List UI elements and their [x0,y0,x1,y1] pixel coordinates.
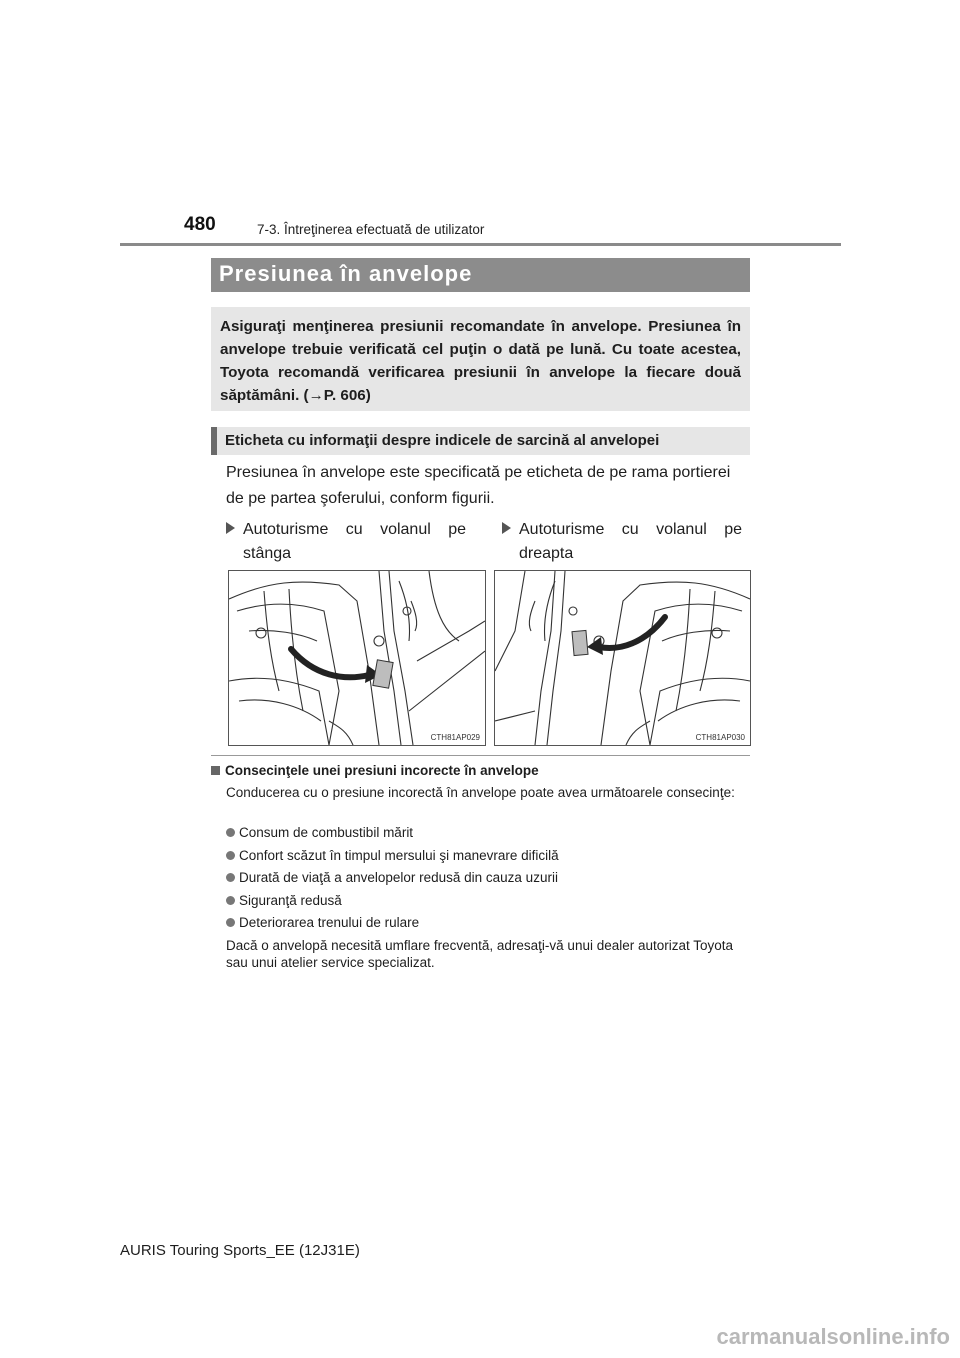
section-header: 7-3. Întreţinerea efectuată de utilizator [257,222,485,237]
list-item-text: Consum de combustibil mărit [239,825,414,840]
list-item [226,847,559,864]
arrow-right-icon [226,522,235,534]
subheading-text: Eticheta cu informaţii despre indicele de sarcină al anvelopei [225,432,660,449]
column-label-left-line2: stânga [243,545,292,562]
arrow-right-icon [502,522,511,534]
list-item [226,892,342,909]
watermark-text: carmanualsonline.info [716,1324,950,1349]
consequences-title: Consecinţele unei presiuni incorecte în anvelope [225,763,539,778]
list-item-text: Siguranţă redusă [239,893,342,908]
illustration-right-hand-drive [494,570,751,746]
body-text: Presiunea în anvelope este specificată pe eticheta de pe rama portierei de pe partea şoferului, conform figurii. [226,464,731,507]
section-divider [211,755,750,756]
door-pillar-illustration-right [495,571,750,745]
page-title-bar [211,258,750,292]
consequences-intro: Conducerea cu o presiune incorectă în anvelope poate avea următoarele consecinţe: [226,785,735,800]
list-item [226,914,419,931]
bullet-dot-icon [226,828,235,837]
bullet-dot-icon [226,896,235,905]
illustration-left-hand-drive [228,570,486,746]
list-item [226,869,558,886]
illustration-code-left: CTH81AP029 [430,733,480,742]
header-divider [120,243,841,246]
page-number: 480 [184,214,216,235]
column-label-left-line1: Autoturisme cu volanul pe [243,521,466,538]
list-item [226,824,413,841]
column-label-right [502,518,742,566]
page-title: Presiunea în anvelope [219,261,473,286]
illustration-code-right: CTH81AP030 [695,733,745,742]
list-item-text: Deteriorarea trenului de rulare [239,915,420,930]
intro-text: Asiguraţi menţinerea presiunii recomandate în anvelope. Presiunea în anvelope trebuie verificată cel puţin o dată pe lună. Cu toate acestea, Toyota recomandă verificarea presiunii în anvelope la fiecare două săptămâni. (→P. 606) [220,318,741,404]
list-item-text: Confort scăzut în timpul mersului şi manevrare dificilă [239,848,559,863]
intro-box [211,307,750,411]
consequences-outro: Dacă o anvelopă necesită umflare frecventă, adresaţi-vă unui dealer autorizat Toyota sau unui atelier service specializat. [226,938,734,970]
column-label-right-line2: dreapta [519,545,574,562]
bullet-dot-icon [226,873,235,882]
column-label-left [226,518,466,566]
footer-model-code: AURIS Touring Sports_EE (12J31E) [120,1242,360,1259]
column-label-right-line1: Autoturisme cu volanul pe [519,521,742,538]
square-bullet-icon [211,766,220,775]
list-item-text: Durată de viaţă a anvelopelor redusă din cauza uzurii [239,870,558,885]
subheading-bar [211,427,750,455]
bullet-dot-icon [226,851,235,860]
consequences-heading [211,763,539,778]
door-pillar-illustration-left [229,571,485,745]
bullet-dot-icon [226,918,235,927]
